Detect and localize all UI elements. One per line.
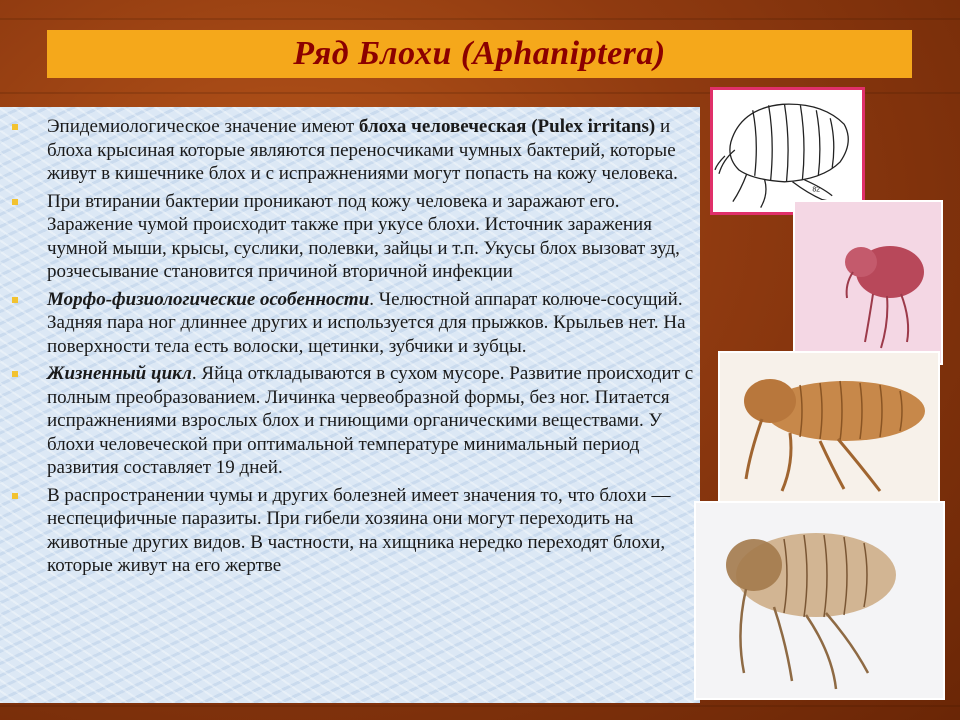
slide-title: Ряд Блохи (Aphaniptera) (293, 35, 666, 72)
flea-brown-illustration (720, 353, 938, 501)
flea-drawing-image (710, 87, 865, 215)
flea-drawing-illustration (713, 90, 862, 212)
bullet-item-3 (0, 288, 700, 359)
flea-brown-image (718, 351, 940, 503)
flea-stained-illustration (795, 202, 941, 363)
bullet-item-5 (0, 484, 700, 578)
flea-stained-image (793, 200, 943, 365)
bullet-heading: Морфо-физиологические особенности (47, 288, 370, 310)
bullet-text: В распространении чумы и других болезней имеет значения то, что блохи — неспецифичные паразиты. При гибели хозяина они могут переходить на животные других видов. В частности, на хищника нередко переходят блохи, которые живут на его жертве (47, 484, 671, 576)
flea-translucent-image (694, 501, 945, 700)
bullet-text: Эпидемиологическое значение имеют (47, 116, 359, 137)
bullet-item-2 (0, 190, 700, 284)
drawing-caption: 82 (812, 186, 821, 194)
bullet-heading: Жизненный цикл (47, 363, 192, 384)
bullet-text: . Челюстной аппарат колюче-сосущий. Задняя пара ног длиннее других и используется для прыжков. Крыльев нет. На поверхности тела есть волоски, щетинки, зубчики и зубцы. (47, 288, 686, 357)
title-bar (47, 30, 912, 78)
bullet-text: и блоха крысиная которые являются переносчиками чумных бактерий, которые живут в кишечнике блох и с испражнениями могут попасть на кожу человека. (47, 116, 678, 184)
flea-translucent-illustration (696, 503, 943, 698)
bullet-item-1 (0, 115, 700, 186)
bullet-text: . Яйца откладываются в сухом мусоре. Развитие происходит с полным преобразованием. Личинка червеобразной формы, без ног. Питается испражнениями взрослых блох и гниющими органическими веществами. У блохи человеческой при оптимальной температуре минимальный период развития составляет 19 дней. (47, 363, 694, 478)
bullet-item-4 (0, 362, 700, 480)
bullet-bold-term: блоха человеческая (Pulex irritans) (358, 116, 656, 137)
bullet-text: При втирании бактерии проникают под кожу человека и заражают его. Заражение чумой происходит также при укусе блохи. Источник заражения чумной мыши, крысы, суслики, полевки, зайцы и т.п. Укусы блох вызоват зуд, розчесывание становится причиной вторичной инфекции (47, 190, 680, 282)
text-panel (0, 107, 700, 703)
bullet-list (0, 107, 700, 578)
